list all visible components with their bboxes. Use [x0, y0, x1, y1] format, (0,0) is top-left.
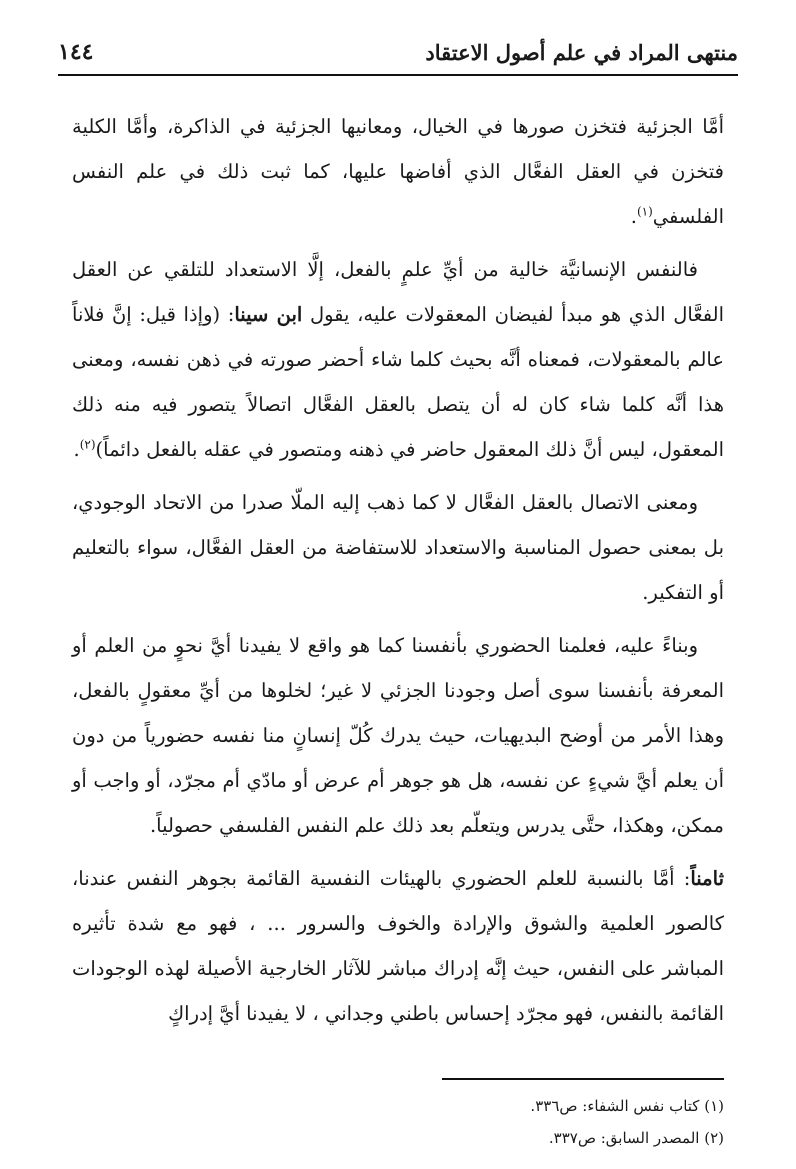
footnote-2: (٢) المصدر السابق: ص٣٣٧. — [548, 1129, 724, 1147]
footnote-ref-2: (٢) — [79, 437, 96, 452]
footnotes — [72, 1090, 724, 1154]
footnote-ref-1: (١) — [636, 204, 653, 219]
author-name-bold: ابن سينا — [234, 303, 303, 326]
footnote-1: (١) كتاب نفس الشفاء: ص٣٣٦. — [530, 1097, 724, 1115]
paragraph-text: : أمَّا بالنسبة للعلم الحضوري بالهيئات النفسية القائمة بجوهر النفس عندنا، كالصور العلمية والشوق والإرادة والخوف والسرور ... ، فهو مع شدة تأثيره المباشر على النفس، حيث إنَّه إدراك مباشر للآثار الخارجية الأصيلة لهذه الوجودات القائمة بالنفس، فهو مجرّد إحساس باطني وجداني ، لا يفيدنا أيَّ إدراكٍ — [72, 867, 724, 1025]
paragraph-text: ومعنى الاتصال بالعقل الفعَّال لا كما ذهب إليه الملّا صدرا من الاتحاد الوجودي، بل بمعنى حصول المناسبة والاستعداد للاستفاضة من العقل الفعَّال، سواء بالتعليم أو التفكير. — [72, 491, 724, 604]
paragraph-3 — [72, 480, 724, 615]
paragraph-5 — [72, 856, 724, 1036]
paragraph-text: : (وإذا قيل: إنَّ فلاناً عالم بالمعقولات، فمعناه أنَّه بحيث كلما شاء أحضر صورته في ذهن نفسه، ومعنى هذا أنَّه كلما شاء كان له أن يتصل بالعقل الفعَّال اتصالاً يتصور فيه منه ذلك المعقول، ليس أنَّ ذلك المعقول حاضر في ذهنه ومتصور في عقله بالفعل دائماً) — [72, 303, 724, 461]
paragraph-2 — [72, 247, 724, 472]
page-header — [58, 30, 738, 76]
footnote-separator — [442, 1078, 724, 1080]
paragraph-text: أمَّا الجزئية فتخزن صورها في الخيال، ومعانيها الجزئية في الذاكرة، وأمَّا الكلية فتخزن في العقل الفعَّال الذي أفاضها عليها، كما ثبت ذلك في علم النفس الفلسفي — [72, 115, 724, 228]
point-label-bold: ثامناً — [690, 867, 724, 890]
book-title: منتهى المراد في علم أصول الاعتقاد — [425, 39, 738, 65]
paragraph-1 — [72, 104, 724, 239]
page-number: ١٤٤ — [58, 39, 94, 65]
paragraph-text: فالنفس الإنسانيَّة خالية من أيِّ علمٍ بالفعل، إلَّا الاستعداد للتلقي عن العقل الفعَّال الذي هو مبدأ لفيضان المعقولات عليه، يقول — [72, 258, 724, 326]
paragraph-text: وبناءً عليه، فعلمنا الحضوري بأنفسنا كما هو واقع لا يفيدنا أيَّ نحوٍ من العلم أو المعرفة بأنفسنا سوى أصل وجودنا الجزئي لا غير؛ لخلوها من أيِّ معقولٍ بالفعل، وهذا الأمر من أوضح البديهيات، حيث يدرك كُلّ إنسانٍ منا نفسه حضورياً من دون أن يعلم أيَّ شيءٍ عن نفسه، هل هو جوهر أم عرض أو مادّي أم مجرّد، أو واجب أو ممكن، وهكذا، حتَّى يدرس ويتعلّم بعد ذلك علم النفس الفلسفي حصولياً. — [72, 634, 724, 837]
paragraph-text: . — [630, 205, 637, 228]
paragraph-4 — [72, 623, 724, 848]
paragraph-text: . — [73, 438, 80, 461]
body-text — [72, 104, 724, 1044]
